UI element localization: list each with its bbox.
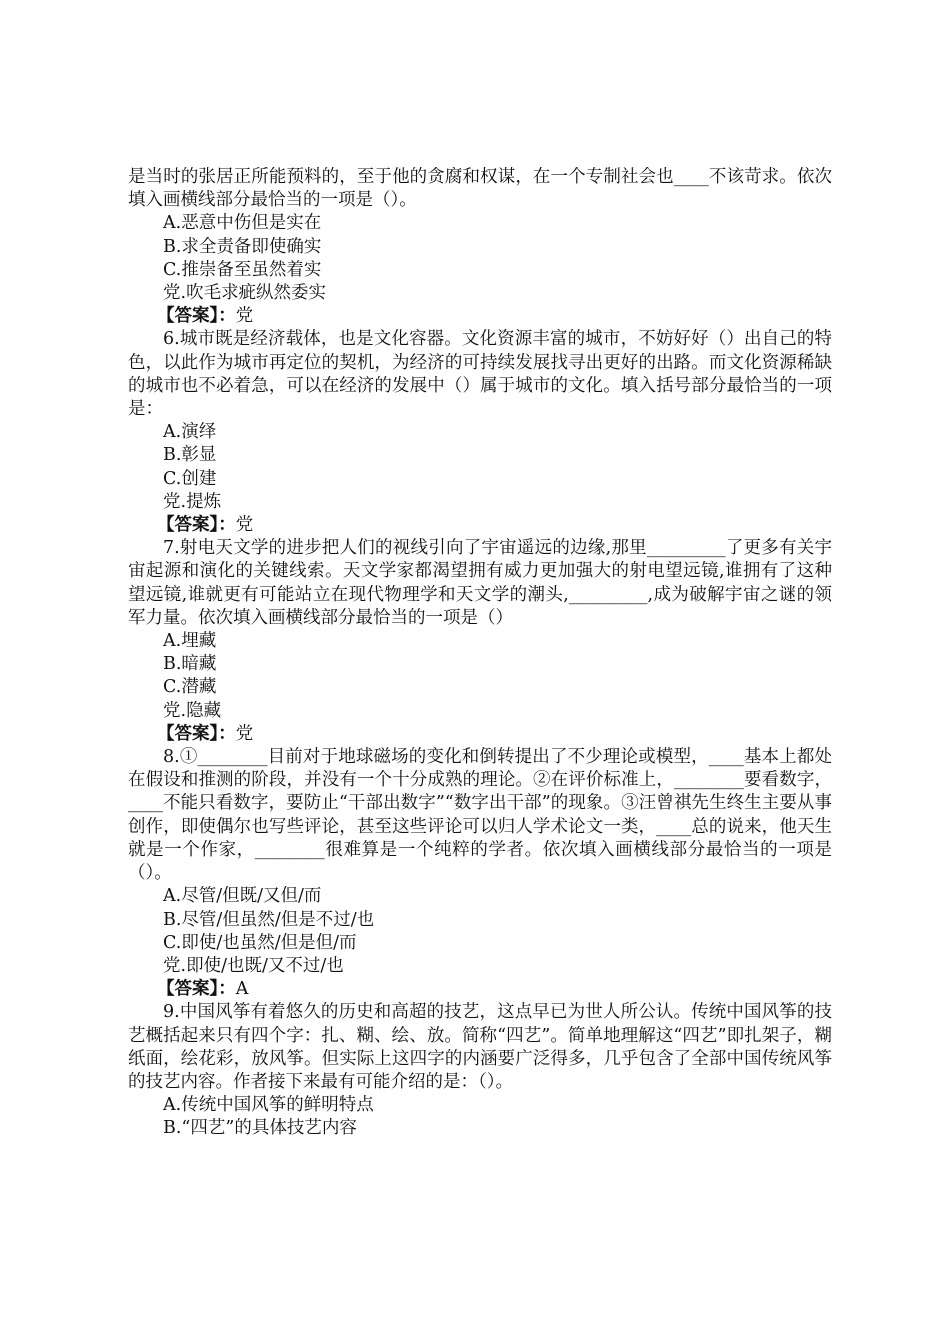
question-8-answer <box>128 978 832 1001</box>
question-6-option-d: 党.提炼 <box>163 491 222 512</box>
answer-label: 【答案】： <box>157 723 236 744</box>
question-7-option-d: 党.隐藏 <box>163 700 222 721</box>
question-8-option-d: 党.即使/也既/又不过/也 <box>163 955 344 976</box>
answer-value: 党 <box>235 515 254 536</box>
question-8-option-c: C.即使/也虽然/但是但/而 <box>163 932 357 953</box>
intro-paragraph: 是当时的张居正所能预料的，至于他的贪腐和权谋，在一个专制社会也____不该苛求。依次填入画横线部分最恰当的一项是（）。 <box>128 167 832 211</box>
answer-label: 【答案】： <box>157 515 236 536</box>
question-7-text: 7.射电天文学的进步把人们的视线引向了宇宙遥远的边缘,那里_________了更多有关宇宙起源和演化的关键线索。天文学家都渴望拥有威力更加强大的射电望远镜,谁拥有了这种望远镜,谁就更有可能站立在现代物理学和天文学的潮头,_________,成为破解宇宙之谜的领军力量。依次填入画横线部分最恰当的一项是（） <box>128 538 832 628</box>
intro-option-a: A.恶意中伤但是实在 <box>163 213 322 234</box>
question-6-option-c: C.创建 <box>163 468 217 489</box>
intro-answer <box>128 305 832 328</box>
question-6-text: 6.城市既是经济载体，也是文化容器。文化资源丰富的城市，不妨好好（）出自己的特色，以此作为城市再定位的契机，为经济的可持续发展找寻出更好的出路。而文化资源稀缺的城市也不必着急，可以在经济的发展中（）属于城市的文化。填入括号部分最恰当的一项是： <box>128 329 832 420</box>
question-9-option-b: B.“四艺”的具体技艺内容 <box>163 1118 357 1139</box>
document-page <box>128 166 832 1141</box>
intro-option-b: B.求全责备即使确实 <box>163 236 322 257</box>
intro-option-c: C.推崇备至虽然着实 <box>163 259 322 280</box>
intro-option-d: 党.吹毛求疵纵然委实 <box>163 283 327 304</box>
answer-label: 【答案】： <box>157 306 236 327</box>
question-7-option-a: A.埋藏 <box>163 631 217 652</box>
question-6-option-a: A.演绎 <box>163 422 217 443</box>
question-7-option-c: C.潜藏 <box>163 677 217 698</box>
question-7-option-b: B.暗藏 <box>163 654 217 675</box>
answer-value: 党 <box>235 306 254 327</box>
question-8-option-b: B.尽管/但虽然/但是不过/也 <box>163 909 375 930</box>
question-7-answer <box>128 723 832 746</box>
answer-label: 【答案】： <box>157 979 236 1000</box>
question-8-text: 8.①________目前对于地球磁场的变化和倒转提出了不少理论或模型，____基本上都处在假设和推测的阶段，并没有一个十分成熟的理论。②在评价标准上，________要看数字，____不能只看数字，要防止“干部出数字”“数字出干部”的现象。③汪曾祺先生终生主要从事创作，即使偶尔也写些评论，甚至这些评论可以归人学术论文一类，____总的说来，他天生就是一个作家，________很难算是一个纯粹的学者。依次填入画横线部分最恰当的一项是（）。 <box>128 747 832 884</box>
question-6-answer <box>128 514 832 537</box>
question-6-option-b: B.彰显 <box>163 445 217 466</box>
answer-value: 党 <box>235 723 254 744</box>
question-9-option-a: A.传统中国风筝的鲜明特点 <box>163 1095 374 1116</box>
question-8-option-a: A.尽管/但既/又但/而 <box>163 886 322 907</box>
answer-value: A <box>235 979 249 1000</box>
question-9-text: 9.中国风筝有着悠久的历史和高超的技艺，这点早已为世人所公认。传统中国风筝的技艺概括起来只有四个字：扎、糊、绘、放。简称“四艺”。简单地理解这“四艺”即扎架子，糊纸面，绘花彩，放风筝。但实际上这四字的内涵要广泛得多，几乎包含了全部中国传统风筝的技艺内容。作者接下来最有可能介绍的是：（）。 <box>128 1002 832 1092</box>
